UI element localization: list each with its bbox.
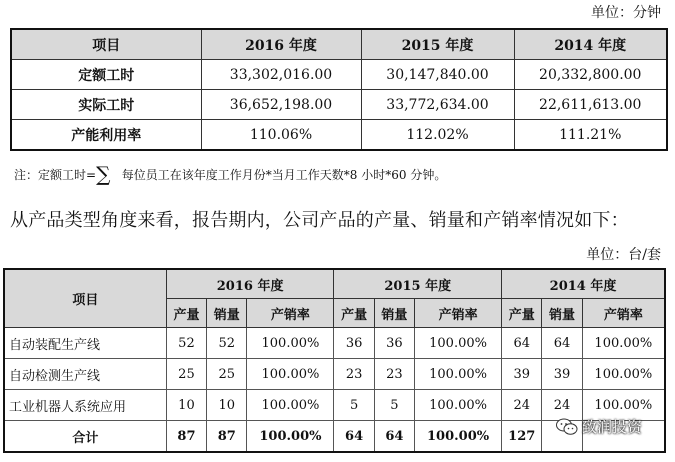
cell-value: 100.00% (582, 328, 665, 359)
cell-value: 64 (374, 421, 414, 453)
cell-value: 36,652,198.00 (201, 90, 361, 120)
cell-value: 22,611,613.00 (514, 90, 667, 120)
table-row (4, 359, 665, 390)
cell-value: 23 (334, 359, 374, 390)
cell-value: 52 (166, 328, 206, 359)
watermark (556, 416, 642, 437)
cell-value: 5 (374, 390, 414, 421)
header-sales: 销量 (374, 299, 414, 328)
table-row (4, 328, 665, 359)
header-sales: 销量 (542, 299, 582, 328)
cell-value: 30,147,840.00 (361, 60, 514, 90)
header-2015: 2015 年度 (334, 269, 502, 299)
header-item: 项目 (11, 29, 201, 60)
header-ratio: 产销率 (582, 299, 665, 328)
table-row (11, 120, 667, 151)
footnote-text: 每位员工在该年度工作月份*当月工作天数*8 小时*60 分钟。 (121, 168, 447, 182)
footnote (14, 160, 446, 184)
table-row (11, 60, 667, 90)
row-label: 实际工时 (11, 90, 201, 120)
header-output: 产量 (334, 299, 374, 328)
table-row (11, 90, 667, 120)
cell-value: 110.06% (201, 120, 361, 151)
cell-value: 100.00% (247, 390, 334, 421)
unit-label-minutes: 单位：分钟 (591, 5, 661, 21)
cell-value: 39 (502, 359, 542, 390)
header-output: 产量 (166, 299, 206, 328)
header-2016: 2016 年度 (201, 29, 361, 60)
header-2015: 2015 年度 (361, 29, 514, 60)
cell-value: 112.02% (361, 120, 514, 151)
cell-value: 87 (207, 421, 247, 453)
cell-value: 5 (334, 390, 374, 421)
footnote-prefix: 注：定额工时= (14, 168, 97, 182)
header-2014: 2014 年度 (514, 29, 667, 60)
cell-value: 10 (166, 390, 206, 421)
cell-value: 20,332,800.00 (514, 60, 667, 90)
header-ratio: 产销率 (415, 299, 502, 328)
cell-value: 25 (166, 359, 206, 390)
header-ratio: 产销率 (247, 299, 334, 328)
cell-value: 33,302,016.00 (201, 60, 361, 90)
cell-value: 39 (542, 359, 582, 390)
cell-value: 100.00% (247, 328, 334, 359)
cell-value: 23 (374, 359, 414, 390)
cell-value: 64 (542, 328, 582, 359)
cell-value: 52 (207, 328, 247, 359)
header-2016: 2016 年度 (166, 269, 334, 299)
cell-value: 87 (166, 421, 206, 453)
intro-paragraph: 从产品类型角度来看，报告期内，公司产品的产量、销量和产销率情况如下： (10, 210, 629, 231)
cell-value: 100.00% (247, 421, 334, 453)
row-label: 自动检测生产线 (4, 359, 166, 390)
cell-value: 24 (542, 390, 582, 421)
year-header-row (4, 269, 665, 299)
cell-value: 100.00% (415, 328, 502, 359)
header-output: 产量 (502, 299, 542, 328)
wechat-icon (556, 418, 578, 436)
cell-value: 100.00% (415, 359, 502, 390)
cell-value: 100.00% (582, 359, 665, 390)
cell-value: 25 (207, 359, 247, 390)
unit-label-sets: 单位：台/套 (586, 247, 661, 263)
cell-value: 100.00% (415, 390, 502, 421)
row-label: 合计 (4, 421, 166, 453)
cell-value: 36 (334, 328, 374, 359)
row-label: 自动装配生产线 (4, 328, 166, 359)
work-hours-table (10, 28, 668, 151)
table-header-row (11, 29, 667, 60)
cell-value: 64 (334, 421, 374, 453)
cell-value: 100.00% (415, 421, 502, 453)
row-label: 定额工时 (11, 60, 201, 90)
header-sales: 销量 (207, 299, 247, 328)
cell-value: 10 (207, 390, 247, 421)
cell-value: 64 (502, 328, 542, 359)
cell-value: 36 (374, 328, 414, 359)
header-item: 项目 (4, 269, 166, 328)
row-label: 工业机器人系统应用 (4, 390, 166, 421)
sigma-symbol: ∑ (96, 162, 111, 186)
watermark-text: 致润投资 (582, 418, 643, 436)
cell-value: 33,772,634.00 (361, 90, 514, 120)
cell-value: 24 (502, 390, 542, 421)
cell-value: 100.00% (582, 390, 665, 421)
cell-value: 111.21% (514, 120, 667, 151)
row-label: 产能利用率 (11, 120, 201, 151)
cell-value: 127 (502, 421, 542, 453)
cell-value: 100.00% (247, 359, 334, 390)
header-2014: 2014 年度 (502, 269, 665, 299)
